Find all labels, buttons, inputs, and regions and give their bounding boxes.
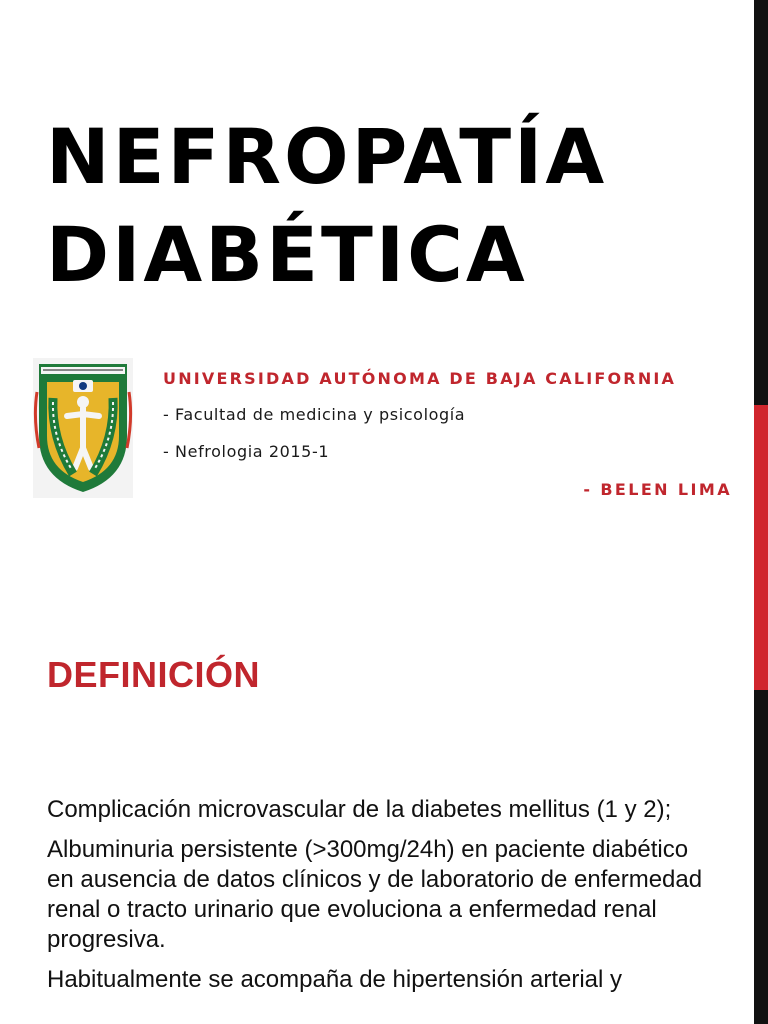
definition-heading: DEFINICIÓN xyxy=(47,654,261,695)
side-bar-accent xyxy=(754,405,768,690)
title-line-2: DIABÉTICA xyxy=(46,210,528,299)
definition-paragraph: Habitualmente se acompaña de hipertensión arterial y xyxy=(47,966,623,993)
definition-paragraph: Complicación microvascular de la diabetes mellitus (1 y 2); xyxy=(47,796,672,823)
faculty-line: - Facultad de medicina y psicología xyxy=(163,405,466,424)
slide-title xyxy=(46,108,746,304)
title-line-1: NEFROPATÍA xyxy=(46,112,608,201)
course-line: - Nefrologia 2015-1 xyxy=(163,442,330,461)
university-name: UNIVERSIDAD AUTÓNOMA DE BAJA CALIFORNIA xyxy=(163,369,677,388)
definition-body xyxy=(47,795,719,1005)
definition-slide xyxy=(0,640,754,1024)
definition-paragraph: Albuminuria persistente (>300mg/24h) en paciente diabético en ausencia de datos clínicos y de laboratorio de enfermedad renal o tracto urinario que evoluciona a enfermedad renal progresiva. xyxy=(47,836,703,953)
author-name: - BELEN LIMA xyxy=(583,480,732,499)
university-crest-icon xyxy=(33,358,133,498)
